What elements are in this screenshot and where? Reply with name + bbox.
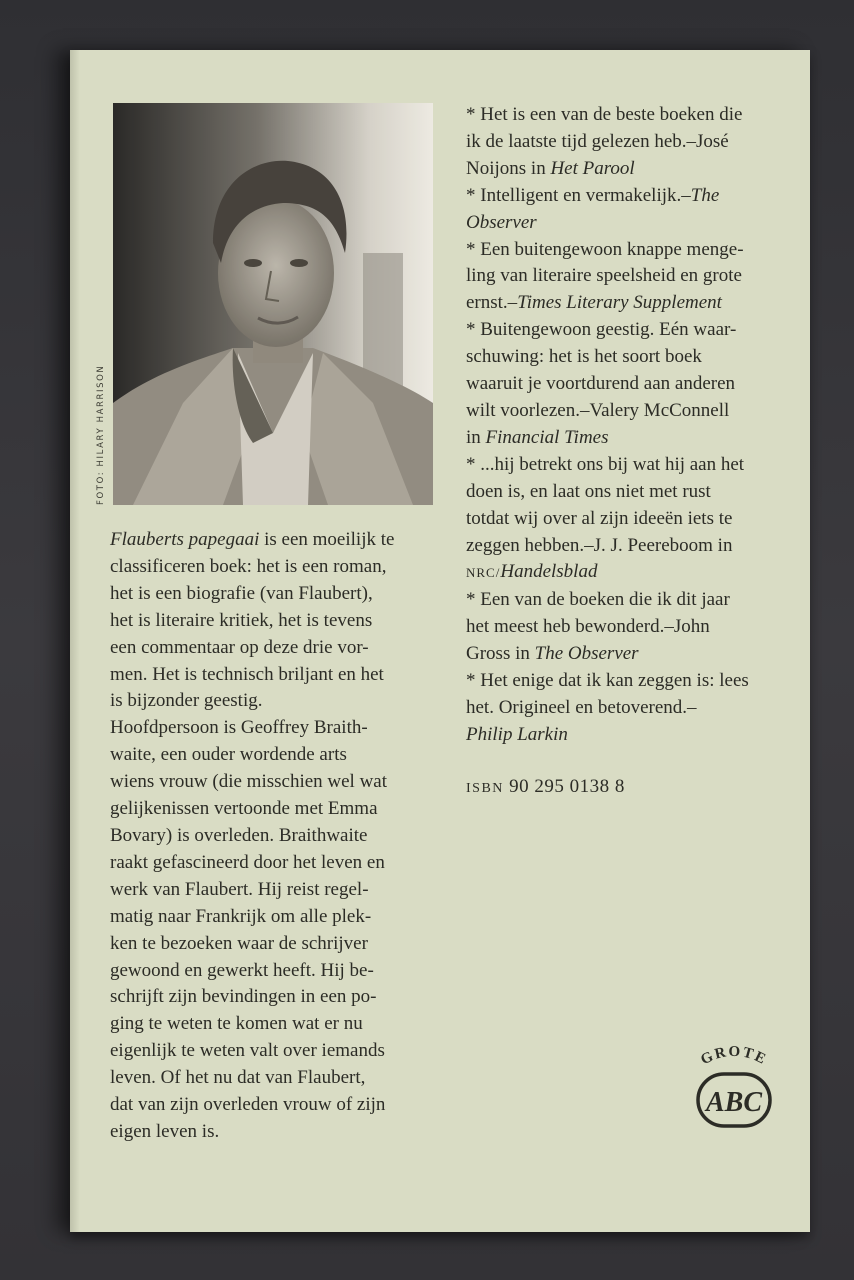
description-line: Hoofdpersoon is Geoffrey Braith- (110, 717, 368, 739)
description-line: schrijft zijn bevindingen in een po- (110, 986, 377, 1008)
book-title: Flauberts papegaai (110, 529, 260, 550)
review-line: * ...hij betrekt ons bij wat hij aan het (466, 453, 745, 475)
svg-text:GROTE (698, 1044, 769, 1068)
isbn (466, 776, 625, 798)
description-line: ken te bezoeken waar de schrijver (110, 932, 368, 954)
isbn-number: 90 295 0138 8 (503, 776, 625, 797)
review-line: Noijons in Het Parool (466, 157, 635, 179)
review-source: Philip Larkin (466, 723, 568, 745)
review-line: ik de laatste tijd gelezen heb.–José (466, 130, 729, 152)
review-quotes (466, 102, 796, 749)
logo-main-text: ABC (705, 1087, 763, 1118)
description-line: wiens vrouw (die misschien wel wat (110, 771, 388, 793)
description-line: is bijzonder geestig. (110, 690, 263, 712)
description-line: het is literaire kritiek, het is tevens (110, 609, 373, 631)
review-line: totdat wij over al zijn ideeën iets te (466, 507, 733, 529)
description-line: dat van zijn overleden vrouw of zijn (110, 1094, 386, 1116)
review-source: Handelsblad (500, 561, 598, 583)
review-line (466, 210, 796, 237)
review-line: in Financial Times (466, 426, 609, 448)
description-line: ging te weten te komen wat er nu (110, 1013, 363, 1035)
review-source: Het Parool (550, 157, 635, 179)
description-line: waite, een ouder wordende arts (110, 744, 347, 766)
description-line: raakt gefascineerd door het leven en (110, 851, 385, 873)
description-line: een commentaar op deze drie vor- (110, 636, 369, 658)
description-line: gelijkenissen vertoonde met Emma (110, 798, 378, 820)
review-line (466, 722, 796, 749)
review-line: * Een van de boeken die ik dit jaar (466, 589, 730, 611)
review-line: ling van literaire speelsheid en grote (466, 265, 742, 287)
review-source: Observer (466, 211, 537, 233)
description-line: eigen leven is. (110, 1120, 220, 1142)
description-line: eigenlijk te weten valt over iemands (110, 1040, 385, 1062)
description-line: het is een biografie (van Flaubert), (110, 582, 373, 604)
review-line: wilt voorlezen.–Valery McConnell (466, 399, 730, 421)
logo-top-text: GROTE (698, 1043, 770, 1069)
photo-credit: FOTO: HILARY HARRISON (96, 364, 106, 505)
review-source: The (690, 184, 720, 206)
review-line: * Buitengewoon geestig. Eén waar- (466, 319, 737, 341)
review-source: Financial Times (485, 426, 609, 448)
review-line: zeggen hebben.–J. J. Peereboom in (466, 534, 733, 556)
review-line: het. Origineel en betoverend.– (466, 696, 697, 718)
publisher-logo (686, 1040, 782, 1136)
description-line: matig naar Frankrijk om alle plek- (110, 905, 372, 927)
review-line: * Intelligent en vermakelijk.–The (466, 184, 720, 206)
review-line: Gross in The Observer (466, 643, 639, 665)
description-line: Flauberts papegaai is een moeilijk te (110, 529, 395, 550)
review-line: het meest heb bewonderd.–John (466, 616, 710, 638)
isbn-label: ISBN (466, 781, 504, 796)
review-line: doen is, en laat ons niet met rust (466, 480, 711, 502)
description-line: men. Het is technisch briljant en het (110, 663, 384, 685)
review-line: waaruit je voortdurend aan anderen (466, 373, 736, 395)
review-line: ernst.–Times Literary Supplement (466, 292, 722, 314)
review-source: The Observer (534, 643, 639, 665)
review-source: Times Literary Supplement (517, 292, 722, 314)
review-line: * Het enige dat ik kan zeggen is: lees (466, 670, 749, 692)
review-line: NRC/Handelsblad (466, 561, 598, 583)
review-line: * Het is een van de beste boeken die (466, 104, 743, 125)
description-line: leven. Of het nu dat van Flaubert, (110, 1067, 366, 1089)
book-description (110, 527, 450, 1146)
description-line: classificeren boek: het is een roman, (110, 555, 387, 577)
description-line: gewoond en gewerkt heeft. Hij be- (110, 959, 374, 981)
review-line: schuwing: het is het soort boek (466, 346, 702, 368)
description-line: Bovary) is overleden. Braithwaite (110, 824, 368, 846)
author-photo (113, 103, 433, 505)
cover-spine-edge (70, 50, 80, 1232)
review-line: * Een buitengewoon knappe menge- (466, 238, 744, 260)
description-line: werk van Flaubert. Hij reist regel- (110, 878, 369, 900)
